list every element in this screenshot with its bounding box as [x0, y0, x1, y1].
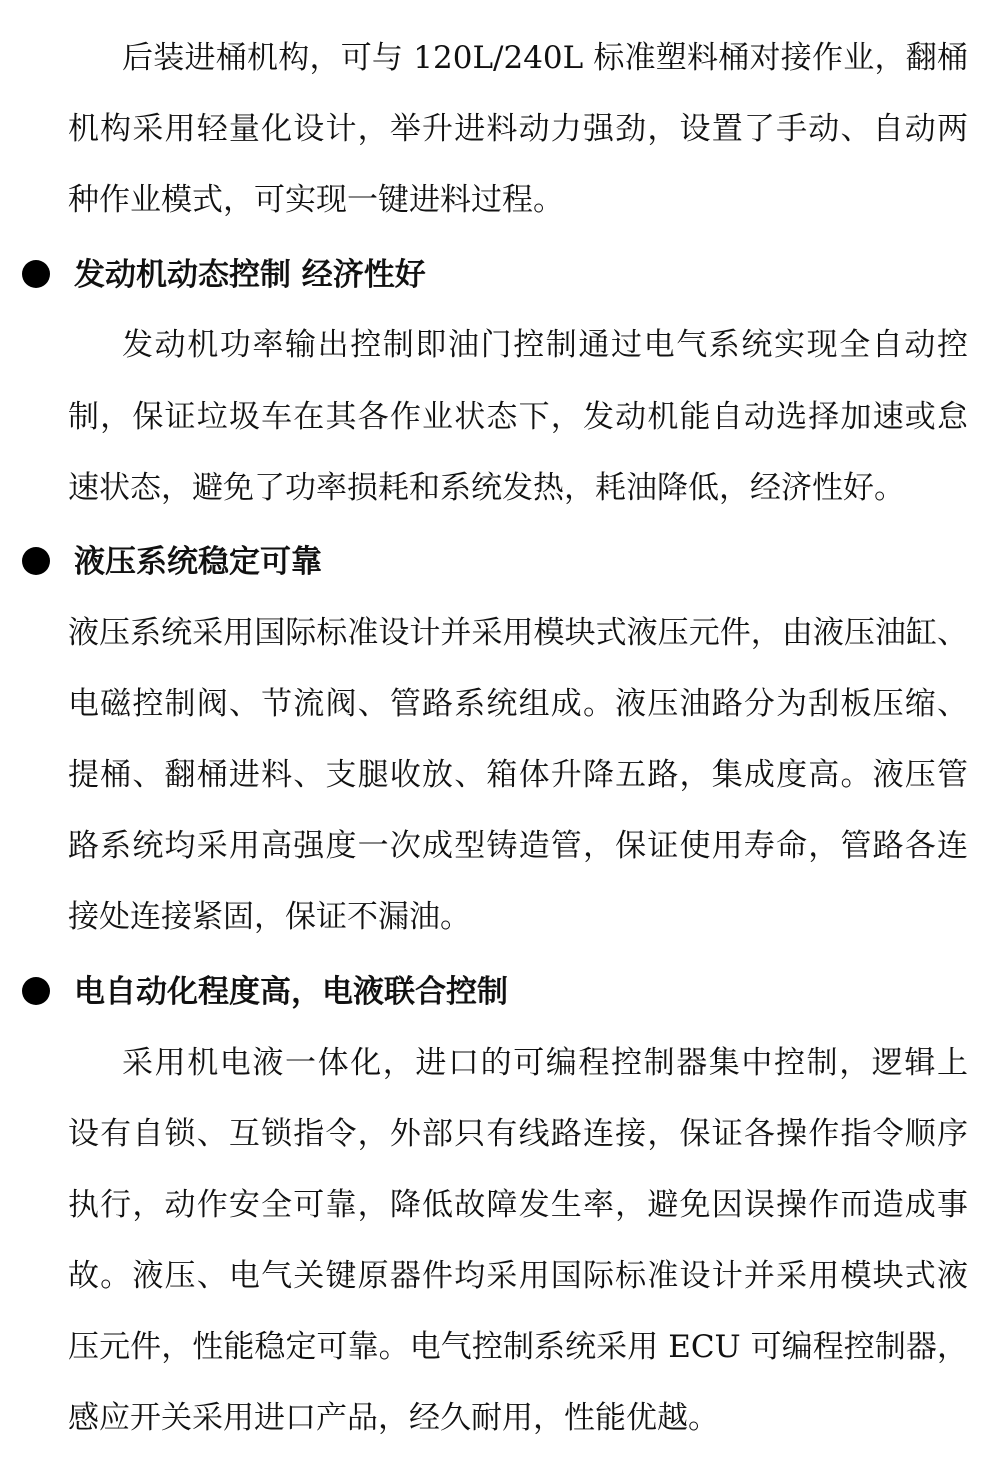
- paragraph-line: 速状态，避免了功率损耗和系统发热，耗油降低，经济性好。: [68, 470, 905, 506]
- paragraph-line: 接处连接紧固，保证不漏油。: [68, 899, 471, 935]
- section-heading-text: 液压系统稳定可靠: [74, 544, 322, 580]
- paragraph-line: 种作业模式，可实现一键进料过程。: [68, 182, 564, 218]
- bullet-icon: [22, 547, 50, 575]
- paragraph-line: 故。液压、电气关键原器件均采用国际标准设计并采用模块式液: [68, 1258, 968, 1294]
- paragraph-line: 液压系统采用国际标准设计并采用模块式液压元件，由液压油缸、: [68, 615, 968, 651]
- bullet-icon: [22, 977, 50, 1005]
- section-heading-text: 发动机动态控制 经济性好: [74, 257, 426, 293]
- paragraph-line: 路系统均采用高强度一次成型铸造管，保证使用寿命，管路各连: [68, 828, 968, 864]
- paragraph-line: 设有自锁、互锁指令，外部只有线路连接，保证各操作指令顺序: [68, 1116, 968, 1152]
- paragraph-line: 机构采用轻量化设计，举升进料动力强劲，设置了手动、自动两: [68, 111, 968, 147]
- bullet-icon: [22, 260, 50, 288]
- section-heading: [22, 250, 426, 300]
- paragraph-line: 提桶、翻桶进料、支腿收放、箱体升降五路，集成度高。液压管: [68, 757, 968, 793]
- paragraph-line: 压元件，性能稳定可靠。电气控制系统采用 ECU 可编程控制器，: [68, 1329, 968, 1365]
- paragraph-line: 感应开关采用进口产品，经久耐用，性能优越。: [68, 1400, 719, 1436]
- paragraph-line: 制，保证垃圾车在其各作业状态下，发动机能自动选择加速或怠: [68, 399, 968, 435]
- section-heading: [22, 537, 322, 587]
- section-heading: [22, 967, 508, 1017]
- paragraph-line: 后装进桶机构，可与 120L/240L 标准塑料桶对接作业，翻桶: [122, 40, 968, 76]
- paragraph-line: 电磁控制阀、节流阀、管路系统组成。液压油路分为刮板压缩、: [68, 686, 968, 722]
- section-heading-text: 电自动化程度高，电液联合控制: [74, 974, 508, 1010]
- paragraph-line: 执行，动作安全可靠，降低故障发生率，避免因误操作而造成事: [68, 1187, 968, 1223]
- paragraph-line: 采用机电液一体化，进口的可编程控制器集中控制，逻辑上: [122, 1045, 968, 1081]
- paragraph-line: 发动机功率输出控制即油门控制通过电气系统实现全自动控: [122, 327, 968, 363]
